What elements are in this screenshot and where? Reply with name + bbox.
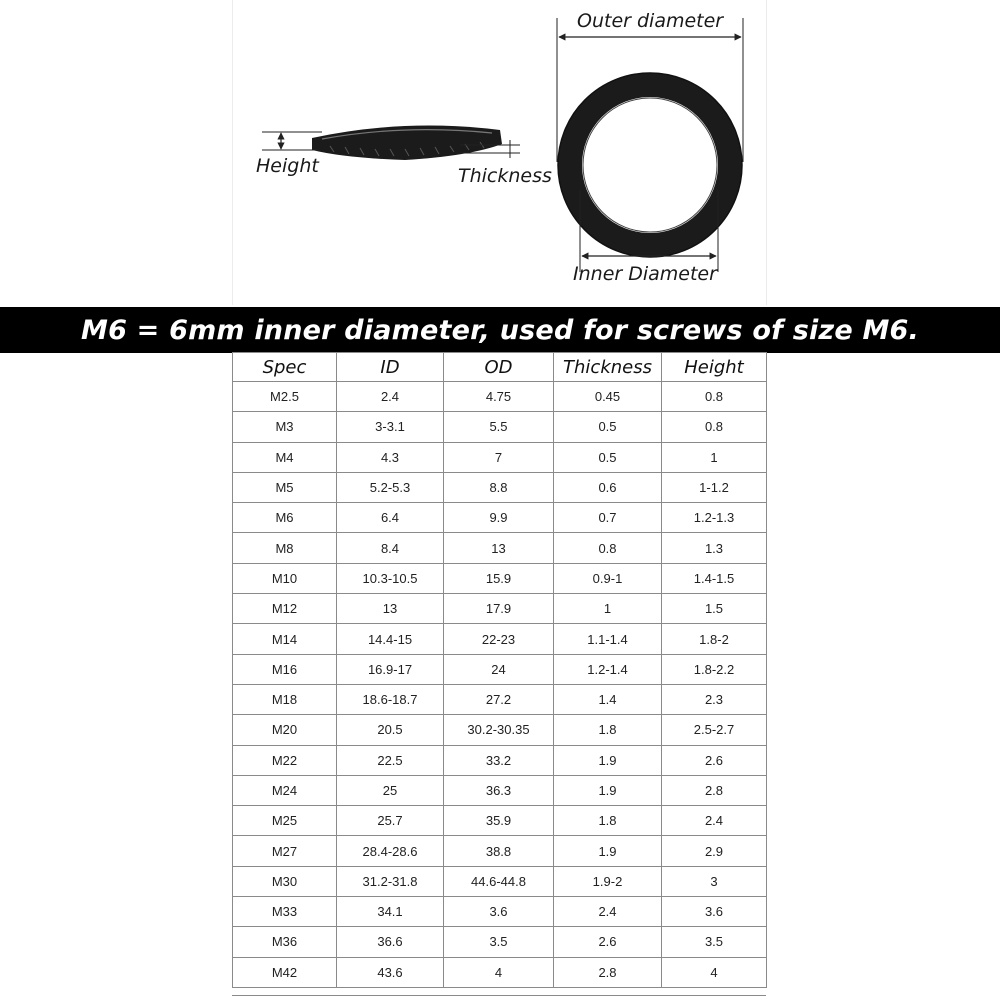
header-height: Height — [662, 353, 767, 382]
cell-od: 27.2 — [444, 684, 554, 714]
table-row — [233, 806, 767, 836]
cell-thickness: 0.6 — [554, 472, 662, 502]
cell-height: 1.4-1.5 — [662, 563, 767, 593]
table-row — [233, 745, 767, 775]
cell-id: 22.5 — [337, 745, 444, 775]
cell-id: 43.6 — [337, 957, 444, 987]
washer-ring-inner-edge — [583, 98, 717, 232]
cell-id: 20.5 — [337, 715, 444, 745]
header-thickness: Thickness — [554, 353, 662, 382]
size-note-banner — [0, 307, 1000, 353]
table-row — [233, 563, 767, 593]
cell-thickness: 1.9-2 — [554, 866, 662, 896]
height-label: Height — [256, 155, 319, 177]
cell-od: 22-23 — [444, 624, 554, 654]
cell-thickness: 1 — [554, 594, 662, 624]
cell-spec: M12 — [233, 594, 337, 624]
cell-height: 2.5-2.7 — [662, 715, 767, 745]
washer-side-view — [312, 126, 502, 161]
cell-spec: M22 — [233, 745, 337, 775]
cell-thickness: 0.7 — [554, 503, 662, 533]
table-row — [233, 684, 767, 714]
cell-spec: M4 — [233, 442, 337, 472]
cell-spec: M8 — [233, 533, 337, 563]
cell-height: 3 — [662, 866, 767, 896]
cell-thickness: 0.45 — [554, 382, 662, 412]
cell-od: 24 — [444, 654, 554, 684]
cell-id: 25.7 — [337, 806, 444, 836]
cell-od: 4.75 — [444, 382, 554, 412]
cell-thickness: 0.5 — [554, 412, 662, 442]
cell-spec: M3 — [233, 412, 337, 442]
cell-spec: M33 — [233, 897, 337, 927]
cell-thickness: 1.8 — [554, 715, 662, 745]
cell-height: 1.5 — [662, 594, 767, 624]
thickness-label: Thickness — [458, 165, 552, 187]
cell-spec: M5 — [233, 472, 337, 502]
cell-height: 2.8 — [662, 775, 767, 805]
header-spec: Spec — [233, 353, 337, 382]
cell-height: 1.8-2 — [662, 624, 767, 654]
cell-od: 38.8 — [444, 836, 554, 866]
cell-id: 31.2-31.8 — [337, 866, 444, 896]
cell-thickness: 1.9 — [554, 775, 662, 805]
cell-id: 6.4 — [337, 503, 444, 533]
table-row — [233, 715, 767, 745]
outer-diameter-label: Outer diameter — [577, 10, 724, 32]
table-body — [233, 382, 767, 988]
table-row — [233, 654, 767, 684]
cell-od: 13 — [444, 533, 554, 563]
cell-od: 3.5 — [444, 927, 554, 957]
table-row — [233, 503, 767, 533]
size-spec-table — [232, 352, 767, 988]
cell-spec: M14 — [233, 624, 337, 654]
cell-spec: M2.5 — [233, 382, 337, 412]
table-row — [233, 412, 767, 442]
cell-spec: M25 — [233, 806, 337, 836]
cell-thickness: 0.9-1 — [554, 563, 662, 593]
header-id: ID — [337, 353, 444, 382]
cell-id: 10.3-10.5 — [337, 563, 444, 593]
cell-height: 2.3 — [662, 684, 767, 714]
table-row — [233, 775, 767, 805]
cell-thickness: 1.9 — [554, 745, 662, 775]
cell-od: 33.2 — [444, 745, 554, 775]
washer-ring — [570, 85, 730, 245]
cell-thickness: 1.1-1.4 — [554, 624, 662, 654]
cell-id: 8.4 — [337, 533, 444, 563]
cell-spec: M24 — [233, 775, 337, 805]
table-row — [233, 594, 767, 624]
cell-od: 9.9 — [444, 503, 554, 533]
cell-height: 3.6 — [662, 897, 767, 927]
cell-thickness: 2.8 — [554, 957, 662, 987]
cell-od: 44.6-44.8 — [444, 866, 554, 896]
header-od: OD — [444, 353, 554, 382]
cell-od: 7 — [444, 442, 554, 472]
cell-od: 35.9 — [444, 806, 554, 836]
washer-front-view — [558, 73, 742, 257]
cell-height: 2.6 — [662, 745, 767, 775]
cell-thickness: 0.5 — [554, 442, 662, 472]
cell-thickness: 0.8 — [554, 533, 662, 563]
cell-thickness: 1.9 — [554, 836, 662, 866]
cell-spec: M42 — [233, 957, 337, 987]
cell-height: 2.4 — [662, 806, 767, 836]
cell-spec: M10 — [233, 563, 337, 593]
cell-id: 5.2-5.3 — [337, 472, 444, 502]
cell-od: 36.3 — [444, 775, 554, 805]
table-row — [233, 624, 767, 654]
cell-thickness: 1.2-1.4 — [554, 654, 662, 684]
cell-spec: M18 — [233, 684, 337, 714]
cell-thickness: 1.4 — [554, 684, 662, 714]
cell-id: 2.4 — [337, 382, 444, 412]
cell-od: 3.6 — [444, 897, 554, 927]
cell-spec: M36 — [233, 927, 337, 957]
cell-height: 0.8 — [662, 412, 767, 442]
table-row — [233, 957, 767, 987]
cell-id: 14.4-15 — [337, 624, 444, 654]
cell-thickness: 1.8 — [554, 806, 662, 836]
cell-height: 0.8 — [662, 382, 767, 412]
cell-id: 28.4-28.6 — [337, 836, 444, 866]
table-row — [233, 866, 767, 896]
cell-id: 36.6 — [337, 927, 444, 957]
table-row — [233, 836, 767, 866]
table-row — [233, 382, 767, 412]
cell-thickness: 2.6 — [554, 927, 662, 957]
cell-height: 1-1.2 — [662, 472, 767, 502]
cell-id: 16.9-17 — [337, 654, 444, 684]
cell-spec: M27 — [233, 836, 337, 866]
cell-height: 4 — [662, 957, 767, 987]
cell-height: 3.5 — [662, 927, 767, 957]
cell-id: 3-3.1 — [337, 412, 444, 442]
cell-od: 8.8 — [444, 472, 554, 502]
cell-height: 2.9 — [662, 836, 767, 866]
table-row — [233, 472, 767, 502]
cell-od: 4 — [444, 957, 554, 987]
cell-height: 1.8-2.2 — [662, 654, 767, 684]
cell-height: 1.2-1.3 — [662, 503, 767, 533]
washer-dimension-diagram — [0, 0, 1000, 305]
cell-spec: M16 — [233, 654, 337, 684]
cell-od: 5.5 — [444, 412, 554, 442]
cell-od: 17.9 — [444, 594, 554, 624]
table-row — [233, 442, 767, 472]
cell-id: 25 — [337, 775, 444, 805]
cell-height: 1.3 — [662, 533, 767, 563]
table-header-row — [233, 353, 767, 382]
cell-id: 13 — [337, 594, 444, 624]
cell-spec: M20 — [233, 715, 337, 745]
cell-id: 34.1 — [337, 897, 444, 927]
table-row — [233, 533, 767, 563]
table-row — [233, 927, 767, 957]
table-row — [233, 897, 767, 927]
size-note-text: M6 = 6mm inner diameter, used for screws of size M6. — [81, 314, 919, 346]
cell-height: 1 — [662, 442, 767, 472]
table-bottom-line — [232, 995, 766, 996]
cell-id: 18.6-18.7 — [337, 684, 444, 714]
cell-spec: M30 — [233, 866, 337, 896]
cell-id: 4.3 — [337, 442, 444, 472]
washer-side-body — [312, 126, 502, 161]
cell-od: 15.9 — [444, 563, 554, 593]
inner-diameter-label: Inner Diameter — [573, 263, 717, 285]
cell-spec: M6 — [233, 503, 337, 533]
cell-thickness: 2.4 — [554, 897, 662, 927]
cell-od: 30.2-30.35 — [444, 715, 554, 745]
